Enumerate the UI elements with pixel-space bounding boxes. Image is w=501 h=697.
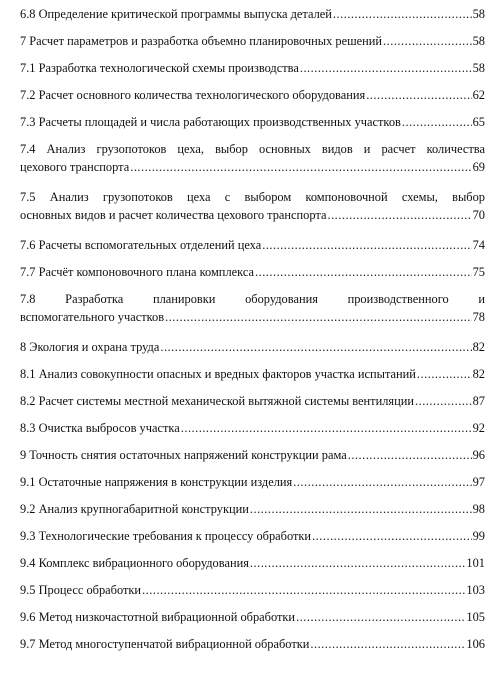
toc-entry-8[interactable] (20, 340, 485, 355)
toc-entry-7-6[interactable] (20, 238, 485, 253)
dot-leader (415, 394, 472, 409)
toc-title-first-line: 7.4 Анализ грузопотоков цеха, выбор основных видов и расчет количества (20, 142, 485, 156)
toc-title: 9 Точность снятия остаточных напряжений конструкции рама (20, 448, 347, 462)
dot-leader (348, 448, 472, 463)
dot-leader (402, 115, 472, 130)
toc-entry-7-8[interactable] (20, 292, 485, 325)
toc-entry-9[interactable] (20, 448, 485, 463)
toc-entry-8-2[interactable] (20, 394, 485, 409)
toc-entry-9-3[interactable] (20, 529, 485, 544)
dot-leader (296, 610, 465, 625)
toc-page-number: 92 (472, 421, 485, 435)
toc-title: 8.2 Расчет системы местной механической вытяжной системы вентиляции (20, 394, 415, 408)
toc-page-number: 70 (472, 208, 485, 222)
toc-entry-9-1[interactable] (20, 475, 485, 490)
dot-leader (383, 34, 472, 49)
toc-page-number: 101 (466, 556, 485, 570)
toc-entry-7-1[interactable] (20, 61, 485, 76)
toc-page-number: 105 (466, 610, 485, 624)
toc-title: 7 Расчет параметров и разработка объемно планировочных решений (20, 34, 383, 48)
dot-leader (293, 475, 471, 490)
dot-leader (327, 208, 471, 223)
toc-entry-6-8[interactable] (20, 7, 485, 22)
toc-title: 9.3 Технологические требования к процессу обработки (20, 529, 312, 543)
dot-leader (255, 265, 472, 280)
dot-leader (130, 160, 471, 175)
toc-entry-7-5[interactable] (20, 190, 485, 223)
toc-page-number: 74 (472, 238, 485, 252)
dot-leader (300, 61, 472, 76)
dot-leader (250, 556, 466, 571)
toc-title: цехового транспорта (20, 160, 130, 174)
toc-entry-7-7[interactable] (20, 265, 485, 280)
toc-page-number: 97 (472, 475, 485, 489)
toc-entry-8-3[interactable] (20, 421, 485, 436)
toc-title: 8 Экология и охрана труда (20, 340, 160, 354)
toc-page-number: 75 (472, 265, 485, 279)
toc-entry-7-4[interactable] (20, 142, 485, 175)
toc-entry-9-4[interactable] (20, 556, 485, 571)
dot-leader (310, 637, 465, 652)
toc-title: 6.8 Определение критической программы выпуска деталей (20, 7, 332, 21)
toc-title: 7.6 Расчеты вспомогательных отделений цеха (20, 238, 262, 252)
toc-title: 9.1 Остаточные напряжения в конструкции изделия (20, 475, 293, 489)
toc-page-number: 82 (472, 340, 485, 354)
dot-leader (181, 421, 472, 436)
dot-leader (366, 88, 471, 103)
toc-page-number: 62 (472, 88, 485, 102)
dot-leader (262, 238, 471, 253)
toc-entry-7-3[interactable] (20, 115, 485, 130)
toc-entry-9-7[interactable] (20, 637, 485, 652)
toc-entry-8-1[interactable] (20, 367, 485, 382)
toc-title: 7.1 Разработка технологической схемы производства (20, 61, 299, 75)
toc-page-number: 99 (472, 529, 485, 543)
toc-title-first-line: 7.8 Разработка планировки оборудования производственного и (20, 292, 485, 306)
toc-page-number: 82 (472, 367, 485, 381)
dot-leader (165, 310, 472, 325)
toc-title: 9.2 Анализ крупногабаритной конструкции (20, 502, 249, 516)
toc-page-number: 78 (472, 310, 485, 324)
toc-page-number: 87 (472, 394, 485, 408)
toc-page-number: 58 (472, 7, 485, 21)
toc-page-number: 106 (466, 637, 485, 651)
toc-title: 7.3 Расчеты площадей и числа работающих производственных участков (20, 115, 401, 129)
toc-title: 8.1 Анализ совокупности опасных и вредных факторов участка испытаний (20, 367, 416, 381)
dot-leader (250, 502, 472, 517)
toc-page-number: 69 (472, 160, 485, 174)
toc-title: вспомогательного участков (20, 310, 165, 324)
toc-entry-7-2[interactable] (20, 88, 485, 103)
toc-title: 8.3 Очистка выбросов участка (20, 421, 180, 435)
dot-leader (312, 529, 472, 544)
dot-leader (417, 367, 472, 382)
dot-leader (142, 583, 465, 598)
toc-page-number: 58 (472, 34, 485, 48)
dot-leader (160, 340, 471, 355)
toc-entry-9-5[interactable] (20, 583, 485, 598)
toc-entry-9-6[interactable] (20, 610, 485, 625)
toc-page-number: 98 (472, 502, 485, 516)
toc-title: 9.5 Процесс обработки (20, 583, 142, 597)
toc-title: основных видов и расчет количества цехового транспорта (20, 208, 327, 222)
toc-title: 9.4 Комплекс вибрационного оборудования (20, 556, 249, 570)
table-of-contents (20, 7, 485, 664)
toc-title: 9.6 Метод низкочастотной вибрационной обработки (20, 610, 296, 624)
toc-entry-9-2[interactable] (20, 502, 485, 517)
toc-page-number: 65 (472, 115, 485, 129)
toc-title-first-line: 7.5 Анализ грузопотоков цеха с выбором компоновочной схемы, выбор (20, 190, 485, 204)
toc-page-number: 96 (472, 448, 485, 462)
toc-title: 9.7 Метод многоступенчатой вибрационной обработки (20, 637, 310, 651)
toc-page-number: 58 (472, 61, 485, 75)
dot-leader (333, 7, 472, 22)
toc-page-number: 103 (466, 583, 485, 597)
toc-title: 7.7 Расчёт компоновочного плана комплекса (20, 265, 254, 279)
toc-entry-7[interactable] (20, 34, 485, 49)
toc-title: 7.2 Расчет основного количества технологического оборудования (20, 88, 366, 102)
